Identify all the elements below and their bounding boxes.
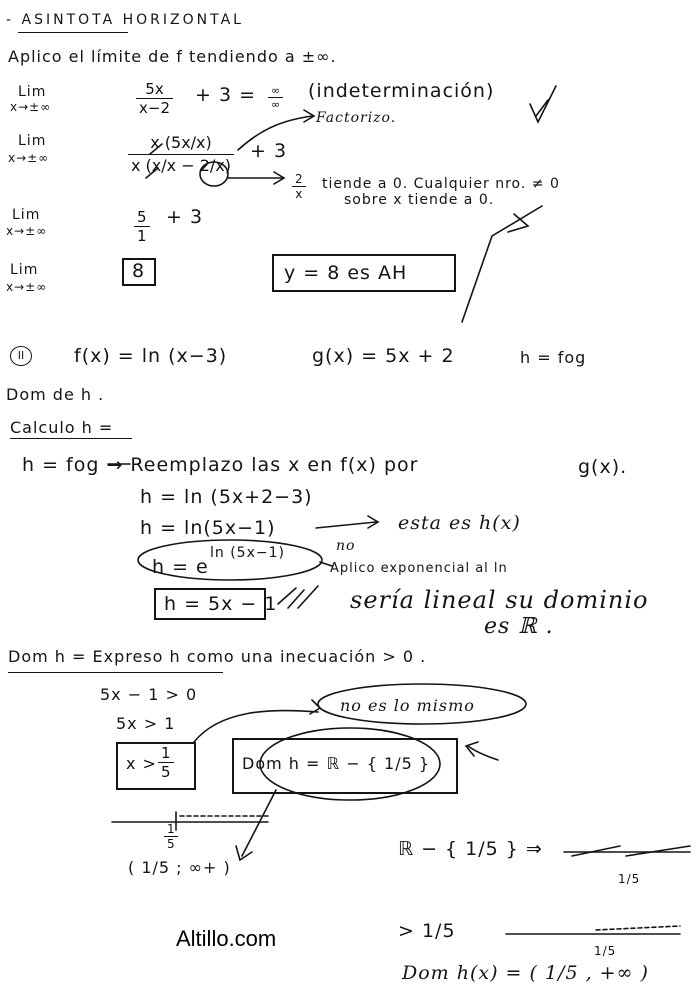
ah-result-box — [272, 254, 456, 292]
step1-rest: + 3 = — [195, 84, 257, 106]
number-line-right-2-shading — [596, 926, 680, 930]
step3-den: 1 — [137, 227, 147, 245]
ineq-3-num: 1 — [158, 744, 174, 763]
lim-2-sub: x→±∞ — [8, 151, 50, 165]
aplico-exponencial: Aplico exponencial al ln — [330, 561, 508, 576]
step3-num: 5 — [134, 208, 150, 227]
indeterminacion: (indeterminación) — [308, 80, 495, 102]
no-note: no — [336, 538, 356, 554]
es-R: es ℝ . — [484, 614, 554, 639]
step2-tail: + 3 — [250, 140, 288, 162]
lim-2: Lim — [18, 133, 47, 149]
calculo-underline — [10, 438, 132, 439]
h-line-3: h = ln(5x−1) — [140, 517, 276, 539]
tiende-fraction — [292, 172, 306, 201]
footer-watermark: Altillo.com — [176, 926, 277, 951]
step1-den: x−2 — [139, 99, 170, 117]
dom-right-arrow — [468, 746, 498, 760]
step3-fraction — [134, 208, 150, 245]
dom-wrong-box — [232, 738, 458, 794]
lim-1: Lim — [18, 84, 47, 100]
lim-4-value: 8 — [132, 260, 146, 282]
lim-4: Lim — [10, 262, 39, 278]
lim-1-sub: x→±∞ — [10, 100, 52, 114]
dom-underline — [8, 672, 223, 673]
interval-arrow — [242, 790, 276, 856]
interval-tick-den: 5 — [167, 837, 175, 851]
h-line-5: h = 5x − 1 — [164, 593, 278, 615]
calculo-h: Calculo h = — [10, 418, 114, 437]
hatch-mark — [278, 586, 318, 608]
lim-3: Lim — [12, 207, 41, 223]
factorizo-note: Factorizo. — [316, 110, 397, 126]
interval-tick — [164, 822, 178, 851]
seria-lineal: sería lineal su dominio — [350, 586, 649, 614]
step1-num: 5x — [136, 80, 173, 99]
h-line-4-base: h = e — [152, 556, 209, 578]
h-lineal-box — [154, 588, 278, 620]
ineq-3-left: x > — [126, 754, 157, 773]
lim-4-sub: x→±∞ — [6, 280, 48, 294]
h-line-2: h = ln (5x+2−3) — [140, 486, 313, 508]
esta-es-hx: esta es h(x) — [398, 512, 521, 534]
right-1: ℝ − { 1/5 } ⇒ — [398, 838, 543, 860]
dom-wrong: Dom h = ℝ − { 1/5 } — [242, 754, 431, 773]
lim-3-sub: x→±∞ — [6, 224, 48, 238]
h-line-4-exp: ln (5x−1) — [210, 545, 285, 561]
step1-res-num: ∞ — [268, 84, 283, 98]
step1-fraction — [136, 80, 173, 117]
check-mark-1 — [530, 86, 556, 122]
title-underline — [18, 32, 128, 33]
tiende-num: 2 — [292, 172, 306, 187]
no-es-lo-mismo: no es lo mismo — [340, 696, 475, 715]
no-es-arrowhead — [310, 700, 320, 714]
g-definition: g(x) = 5x + 2 — [312, 345, 455, 367]
esta-arrowhead — [368, 516, 378, 528]
reemplazo-tail: g(x). — [578, 456, 628, 478]
step2-den: x (x/x − 2/x) — [131, 156, 231, 175]
ineq-3-fraction — [158, 744, 174, 781]
result-box-8 — [122, 258, 156, 286]
ah-result: y = 8 es AH — [284, 262, 408, 284]
right-2: > 1/5 — [398, 920, 456, 942]
check-mark-2b — [508, 214, 528, 232]
reemplazo-line: h = fog → Reemplazo las x en f(x) por — [22, 454, 419, 476]
right-1-tick: 1/5 — [618, 872, 641, 886]
section-title: - ASINTOTA HORIZONTAL — [6, 12, 244, 28]
exercise-marker: II — [10, 346, 32, 366]
factorizo-arrowhead — [304, 110, 314, 122]
esta-arrow — [316, 522, 376, 528]
ineq-3-den: 5 — [161, 763, 171, 781]
step1-result — [268, 84, 283, 111]
number-line-right-1-strike — [572, 846, 690, 856]
tiende-line-2: sobre x tiende a 0. — [344, 192, 495, 208]
f-definition: f(x) = ln (x−3) — [74, 345, 228, 367]
step1-res-den: ∞ — [271, 98, 281, 111]
dom-de-h: Dom de h . — [6, 385, 105, 404]
tiende-arrowhead — [274, 172, 284, 184]
step2-fraction — [128, 132, 234, 177]
final-domain: Dom h(x) = ( 1/5 , +∞ ) — [402, 962, 649, 984]
dom-right-arrowhead — [466, 742, 478, 756]
tiende-line-1: tiende a 0. Cualquier nro. ≠ 0 — [322, 176, 560, 192]
ineq-2: 5x > 1 — [116, 714, 176, 733]
step2-num: x (5x/x) — [128, 132, 234, 155]
interval: ( 1/5 ; ∞+ ) — [128, 858, 231, 877]
x-greater-box — [116, 742, 196, 790]
check-mark-1b — [536, 100, 548, 116]
dom-h-line: Dom h = Expreso h como una inecuación > 0 . — [8, 647, 427, 666]
ineq-1: 5x − 1 > 0 — [100, 685, 198, 704]
step3-tail: + 3 — [166, 206, 204, 228]
intro-line: Aplico el límite de f tendiendo a ±∞. — [8, 47, 337, 66]
tiende-den: x — [295, 187, 303, 201]
right-2-tick: 1/5 — [594, 944, 617, 958]
check-mark-2 — [462, 206, 542, 322]
interval-arrowhead — [236, 846, 252, 860]
interval-tick-num: 1 — [164, 822, 178, 837]
h-definition: h = fog — [520, 348, 587, 367]
